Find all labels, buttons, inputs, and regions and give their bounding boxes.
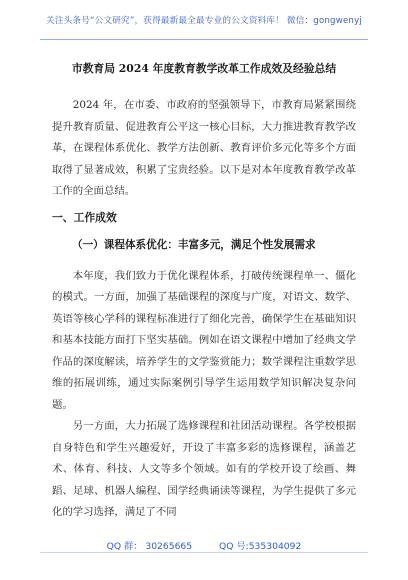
- paragraph-curriculum-basic: 本年度，我们致力于优化课程体系，打破传统课程单一、僵化的模式。一方面，加强了基础课程的深度与广度，对语文、数学、英语等核心学科的课程标准进行了细化完善，确保学生在基础知识和基本技能方面打下坚实基础。例如在语文课程中增加了经典文学作品的深度解读，培养学生的文学鉴赏能力；数学课程注重数学思维的拓展训练，通过实际案例引导学生运用数学知识解决复杂问题。: [52, 269, 356, 411]
- document-body: [0, 62, 408, 524]
- document-title: 市教育局 2024 年度教育教学改革工作成效及经验总结: [71, 62, 337, 75]
- subsection-heading-curriculum: （一）课程体系优化：丰富多元，满足个性发展需求: [72, 238, 316, 251]
- header-banner: 关注头条号“公文研究”，获得最新最全最专业的公文资料库！ 微信：gongwenyj: [46, 16, 362, 26]
- paragraph-curriculum-elective: 另一方面，大力拓展了选修课程和社团活动课程。各学校根据自身特色和学生兴趣爱好，开设了丰富多彩的选修课程，涵盖艺术、体育、科技、人文等多个领域。如有的学校开设了绘画、舞蹈、足球、机器人编程、国学经典诵读等课程，为学生提供了多元化的学习选择，满足了不同: [52, 420, 356, 518]
- intro-paragraph: 2024 年，在市委、市政府的坚强领导下，市教育局紧紧围绕提升教育质量、促进教育公平这一核心目标，大力推进教育教学改革，在课程体系优化、教学方法创新、教育评价多元化等多个方面取得了显著成效，积累了宝贵经验。以下是对本年度教育教学改革工作的全面总结。: [52, 99, 356, 197]
- footer-contact: [0, 538, 408, 552]
- footer-qq-group: QQ 群： 30265665: [106, 541, 193, 552]
- footer-divider: [40, 552, 368, 553]
- footer-qq-number: QQ 号:535304092: [219, 541, 302, 552]
- header-divider: [40, 39, 368, 40]
- section-heading-work-results: 一、工作成效: [52, 210, 117, 224]
